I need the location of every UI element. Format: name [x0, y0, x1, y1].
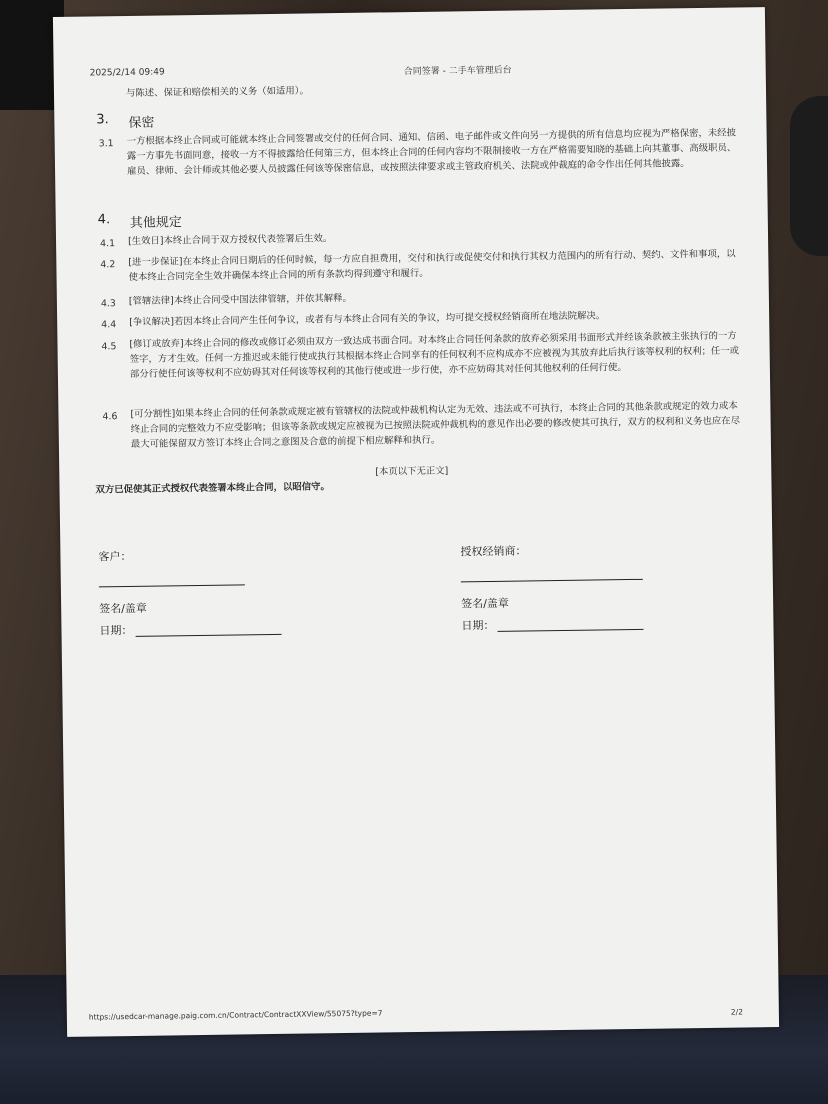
print-header	[89, 60, 726, 79]
clause-4-4-text: [争议解决]若因本终止合同产生任何争议，或者有与本终止合同有关的争议，均可提交授权经销商所在地法院解决。	[129, 310, 606, 328]
dealer-date-label: 日期：	[461, 618, 495, 633]
customer-sign-label: 签名/盖章	[99, 601, 147, 616]
device-right	[790, 96, 828, 256]
clause-4-1-number: 4.1	[100, 238, 116, 250]
document-page	[53, 7, 779, 1037]
clause-4-2-text: [进一步保证]在本终止合同日期后的任何时候，每一方应自担费用，交付和执行或促使交付和执行其权力范围内的所有行动、契约、文件和事项，以使本终止合同完全生效并确保本终止合同的所有条款均得到遵守和履行。	[128, 248, 736, 283]
clause-4-5-number: 4.5	[101, 341, 117, 353]
clause-4-3-number: 4.3	[100, 298, 116, 310]
dealer-date-line[interactable]	[498, 629, 644, 632]
page-end-note: [本页以下无正文]	[375, 465, 449, 478]
footer-url: https://usedcar-manage.paig.com.cn/Contract/ContractXXView/55075?type=7	[88, 1008, 383, 1022]
clause-4-6-number: 4.6	[102, 411, 118, 423]
clause-4-2-number: 4.2	[100, 259, 116, 271]
section-4-title: 其他规定	[129, 215, 182, 231]
customer-date-line[interactable]	[136, 634, 282, 637]
clause-4-4-number: 4.4	[101, 319, 117, 331]
clause-3-1-number: 3.1	[98, 138, 114, 150]
footer-page-number: 2/2	[730, 1007, 744, 1017]
clause-4-6-text: [可分割性]如果本终止合同的任何条款或规定被有管辖权的法院或仲裁机构认定为无效、违法或不可执行，本终止合同的其他条款或规定的效力或本终止合同的完整效力不应受影响；但该等条款或规定应被视为已按照法院或仲裁机构的意见作出必要的修改使其可执行，双方的权利和义务也应在尽最大可能保留双方签订本终止合同之意图及合意的前提下相应解释和执行。	[130, 400, 741, 450]
customer-signature-line[interactable]	[99, 584, 245, 587]
section-3-number: 3.	[96, 112, 109, 128]
section-4-number: 4.	[97, 212, 111, 228]
dealer-sign-label: 签名/盖章	[461, 596, 509, 611]
customer-party-label: 客户：	[98, 549, 132, 564]
customer-date-label: 日期：	[99, 623, 133, 638]
print-datetime: 2025/2/14 09:49	[89, 67, 165, 79]
clause-4-5-text: [修订或放弃]本终止合同的修改或修订必须由双方一致达成书面合同。对本终止合同任何条款的放弃必须采用书面形式并经该条款被主张执行的一方签字，方才生效。任何一方推迟或未能行使或执行其根据本终止合同享有的任何权利不应构成亦不应被视为其放弃此后执行该等权利的权利；任一或部分行使任何该等权利不应妨碍其对任何该等权利的其他行使或进一步行使，亦不应妨碍其对任何其他权利的任何行使。	[129, 330, 740, 380]
clause-4-1-text: [生效日]本终止合同于双方授权代表签署后生效。	[127, 233, 333, 247]
dealer-signature-line[interactable]	[461, 579, 643, 583]
witness-line: 双方已促使其正式授权代表签署本终止合同，以昭信守。	[95, 481, 330, 496]
site-title: 合同签署 - 二手车管理后台	[403, 65, 512, 78]
section-3-title: 保密	[128, 115, 155, 131]
dealer-party-label: 授权经销商：	[460, 544, 527, 559]
clause-4-3-text: [管辖法律]本终止合同受中国法律管辖，并依其解释。	[128, 292, 352, 307]
continuation-text: 与陈述、保证和赔偿相关的义务（如适用）。	[125, 85, 309, 100]
clause-3-1-text: 一方根据本终止合同或可能就本终止合同签署或交付的任何合同、通知、信函、电子邮件或文件向另一方提供的所有信息均应视为严格保密，未经披露一方事先书面同意，接收一方不得披露给任何第三方，但本终止合同的任何内容均不限制接收一方在严格需要知晓的基础上向其董事、高级职员、雇员、律师、会计师或其他必要人员披露任何该等保密信息，或按照法律要求或主管政府机关、法院或仲裁庭的命令作出任何其他披露。	[126, 127, 737, 177]
